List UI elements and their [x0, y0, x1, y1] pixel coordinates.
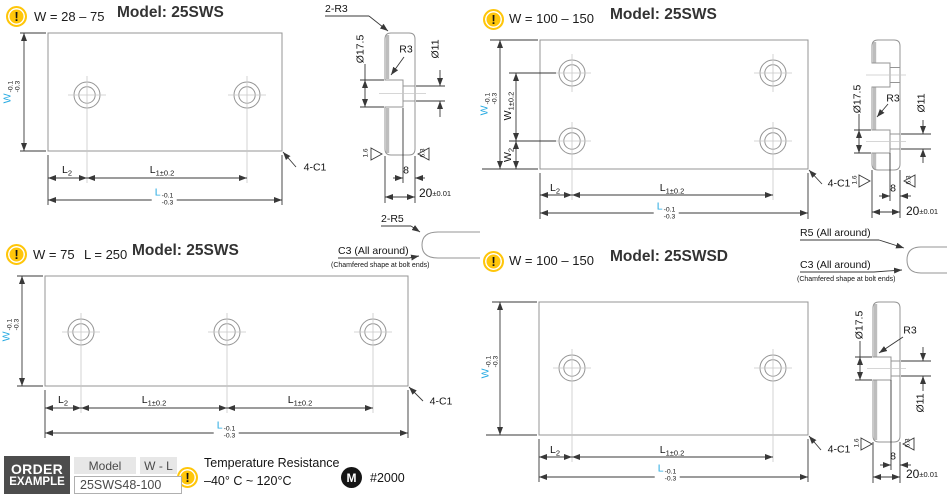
roughness-fine-label: 1.6 [362, 148, 370, 158]
corner-chamfer-label: 4-C1 [827, 443, 851, 456]
counterbore-dia-label: Ø17.5 [354, 34, 367, 64]
fillet-radius-label: R3 [903, 324, 917, 337]
front-view-bottom-right [486, 302, 821, 482]
model-title-bl: Model: 25SWS [132, 242, 239, 259]
size-range-br: W = 100 – 150 [509, 253, 594, 268]
front-view-top-left [20, 33, 296, 205]
warning-icon: ! [6, 244, 27, 265]
end-chamfer-note: (Chamfered shape at bolt ends) [331, 262, 430, 269]
counterbore-dia-label: Ø17.5 [851, 84, 864, 114]
side-view-top-left [325, 16, 445, 203]
dim-length-label: L -0.1 -0.3 [214, 421, 239, 440]
dim-l2-label: $L_2$ [57, 393, 69, 408]
dim-width-label: W -0.1 -0.3 [478, 92, 499, 116]
end-chamfer-label: C3 (All around) [800, 259, 871, 271]
surface-grade-value: #2000 [370, 471, 405, 485]
model-title-tl: Model: 25SWS [117, 4, 224, 21]
roughness-coarse-label: 6.3 [905, 175, 913, 185]
front-view-bottom-left [17, 276, 423, 438]
hole-edge-dist-label: 8 [890, 182, 896, 195]
temperature-resistance-range: –40° C ~ 120°C [204, 474, 292, 488]
hole-dia-label: Ø11 [915, 93, 928, 113]
roughness-fine-label: 1.6 [853, 438, 861, 448]
end-chamfer-label: C3 (All around) [338, 245, 409, 257]
dim-l2-label: $L_2$ [549, 443, 561, 458]
dim-w2-label: $W_2$ [501, 147, 516, 163]
dim-length-label: L -0.1 -0.3 [152, 188, 177, 207]
size-range-tr: W = 100 – 150 [509, 11, 594, 26]
size-range-bl-l: L = 250 [84, 247, 128, 262]
roughness-coarse-label: 6.3 [419, 148, 427, 158]
order-wl-header: W - L [140, 457, 177, 474]
order-example-badge [4, 456, 70, 494]
warning-icon: ! [483, 251, 504, 272]
warning-icon: ! [6, 6, 27, 27]
counterbore-dia-label: Ø17.5 [853, 310, 866, 340]
front-view-top-right [478, 40, 822, 219]
order-example-line1: ORDER [10, 460, 64, 477]
hole-dia-label: Ø11 [914, 393, 927, 413]
fillet-radius-label: R3 [886, 92, 900, 105]
dim-l1-label: $L_{1\pm 0.2}$ [141, 393, 167, 408]
dim-length-label: L -0.1 -0.3 [655, 464, 680, 483]
end-radius-label: 2-R5 [381, 213, 404, 225]
order-model-header: Model [74, 457, 136, 474]
thickness-label: 20±0.01 [906, 204, 939, 218]
size-range-tl: W = 28 – 75 [34, 9, 105, 24]
corner-chamfer-label: 4-C1 [303, 161, 327, 174]
dim-width-label: W -0.1 -0.3 [479, 355, 500, 379]
model-title-tr: Model: 25SWS [610, 6, 717, 23]
warning-icon: ! [177, 467, 198, 488]
hole-edge-dist-label: 8 [890, 450, 896, 463]
model-title-br: Model: 25SWSD [610, 248, 728, 265]
dim-l2-label: $L_2$ [549, 181, 561, 196]
dim-l1-label: $L_{1\pm 0.2}$ [659, 443, 685, 458]
hole-edge-dist-label: 8 [403, 164, 409, 177]
fillet-radius-label: R3 [399, 43, 413, 56]
dim-l2-label: $L_2$ [61, 163, 73, 178]
order-code-example: 25SWS48-100 [74, 476, 182, 494]
end-chamfer-note: (Chamfered shape at bolt ends) [797, 276, 896, 283]
warning-icon: ! [483, 9, 504, 30]
dim-length-label: L -0.1 -0.3 [654, 202, 679, 221]
dim-w1-label: $W_{1\pm 0.2}$ [501, 91, 516, 121]
order-example-line2: EXAMPLE [9, 475, 65, 488]
dim-l1-label: $L_{1\pm 0.2}$ [659, 181, 685, 196]
roughness-coarse-label: 6.3 [904, 438, 912, 448]
size-range-bl-w: W = 75 [33, 247, 75, 262]
roughness-fine-label: 1.6 [851, 175, 859, 185]
corner-chamfer-label: 4-C1 [827, 177, 851, 190]
end-radius-label: R5 (All around) [800, 227, 871, 239]
corner-chamfer-label: 4-C1 [429, 395, 453, 408]
dim-width-label: W -0.1 -0.3 [0, 318, 21, 342]
thickness-label: 20±0.01 [419, 186, 452, 200]
temperature-resistance-title: Temperature Resistance [204, 456, 340, 470]
hole-dia-label: Ø11 [429, 39, 442, 59]
m-logo-icon: M [341, 467, 362, 488]
dim-l1-label: $L_{1\pm 0.2}$ [287, 393, 313, 408]
thickness-label: 20±0.01 [906, 467, 939, 481]
corner-radius-callout: 2-R3 [325, 3, 348, 15]
dim-width-label: W -0.1 -0.3 [1, 80, 22, 104]
dim-l1-label: $L_{1\pm 0.2}$ [149, 163, 175, 178]
